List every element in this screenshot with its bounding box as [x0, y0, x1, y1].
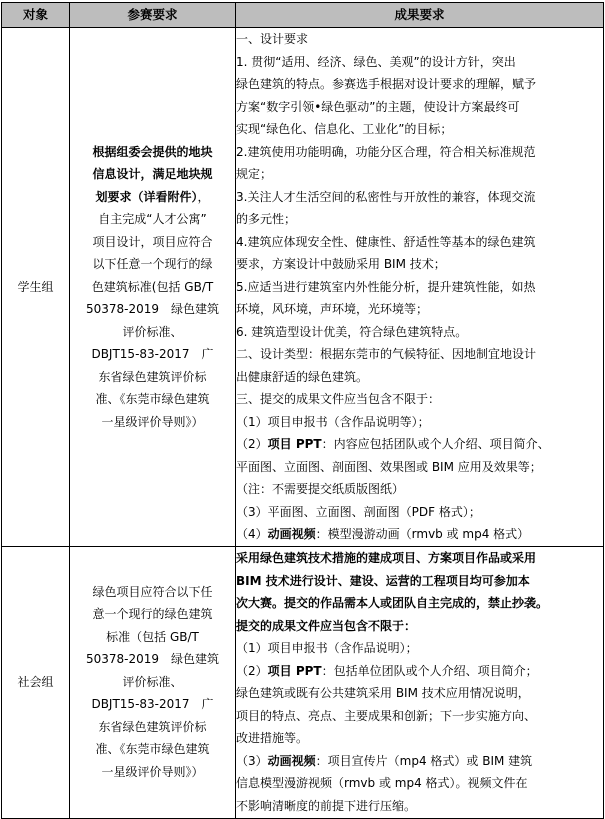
- society-req-line: 准、《东莞市绿色建筑: [95, 742, 210, 757]
- student-req-line: 东省绿色建筑评价标: [98, 369, 207, 384]
- result-line: 1. 贯彻“适用、经济、绿色、美观”的设计方针，突出: [236, 54, 516, 69]
- header-object: 对象: [2, 3, 70, 28]
- student-req-line: 50378-2019 绿色建筑: [85, 302, 220, 316]
- student-req-line: 项目设计，项目应符合: [92, 234, 213, 249]
- society-req-line: 一星级评价导则》）: [101, 764, 204, 779]
- result-line: 三、提交的成果文件应当包含不限于：: [236, 392, 441, 406]
- result-line: 要求，方案设计中鼓励采用 BIM 技术；: [236, 257, 446, 271]
- result-line: 3.关注人才生活空间的私密性与开放性的兼容，体现交流: [236, 189, 536, 204]
- result-line: BIM 技术进行设计、建设、运营的工程项目均可参加本: [236, 573, 530, 588]
- society-row: [2, 546, 604, 818]
- result-line: 项目的特点、亮点、主要成果和创新；下一步实施方向、: [236, 708, 537, 723]
- result-line: 信息模型漫游视频（rmvb 或 mp4 格式）。视频文件在: [236, 776, 528, 790]
- result-line: （3）平面图、立面图、剖面图（PDF 格式）；: [236, 504, 481, 519]
- result-line: 二、设计类型：根据东莞市的气候特征、因地制宜地设计: [236, 347, 537, 361]
- result-line: 提交的成果文件应当包含不限于：: [236, 618, 417, 633]
- student-row: [2, 28, 604, 547]
- student-req-line: 自主完成“人才公寓”: [98, 212, 207, 226]
- result-line: 一、设计要求: [236, 32, 309, 46]
- student-req-comma: ，: [197, 189, 210, 204]
- result-line: 绿色建筑或既有公共建筑采用 BIM 技术应用情况说明，: [236, 686, 530, 700]
- result-line: 2.建筑使用功能明确，功能分区合理，符合相关标准规范: [236, 144, 536, 159]
- result-line: 改进措施等。: [236, 731, 309, 745]
- result-line: 采用绿色建筑技术措施的建成项目、方案项目作品或采用: [236, 551, 537, 565]
- society-req-line: 东省绿色建筑评价标: [98, 719, 207, 734]
- student-req-line: 一星级评价导则》）: [101, 414, 204, 429]
- header-entry-requirements: 参赛要求: [70, 3, 236, 28]
- result-line: 出健康舒适的绿色建筑。: [236, 369, 369, 384]
- header-row: [2, 3, 604, 28]
- result-line: 绿色建筑的特点。参赛选手根据对设计要求的理解，赋予: [236, 77, 537, 91]
- student-req-line: 准、《东莞市绿色建筑: [95, 392, 210, 406]
- result-line: 不影响清晰度的前提下进行压缩。: [236, 798, 417, 813]
- video-label: 动画视频: [267, 753, 316, 768]
- result-line: （1）项目申报书（含作品说明等）；: [236, 414, 430, 429]
- result-line-prefix: （4）: [236, 527, 268, 541]
- result-line: 的多元性；: [236, 212, 297, 226]
- student-req-line: 以下任意一个现行的绿: [92, 257, 213, 271]
- requirements-table: [1, 2, 604, 819]
- result-line: 4.建筑应体现安全性、健康性、舒适性等基本的绿色建筑: [236, 234, 536, 249]
- society-req-line: 意一个现行的绿色建筑: [92, 607, 213, 622]
- result-line-rest: ：模型漫游动画（rmvb 或 mp4 格式）: [315, 527, 530, 541]
- student-requirements-cell: [70, 28, 236, 547]
- result-line: 平面图、立面图、剖面图、效果图或 BIM 应用及效果等；: [236, 459, 542, 474]
- result-line: 规定；: [236, 167, 273, 181]
- student-req-line: 评价标准、: [122, 324, 183, 339]
- society-requirements-cell: [70, 546, 236, 818]
- video-label: 动画视频: [267, 527, 316, 541]
- header-deliverable-requirements: 成果要求: [236, 3, 604, 28]
- society-group-cell: 社会组: [2, 546, 70, 818]
- student-req-line: DBJT15-83-2017 广: [91, 347, 214, 361]
- result-line: （1）项目申报书（含作品说明）；: [236, 641, 418, 655]
- society-req-line: DBJT15-83-2017 广: [91, 697, 214, 712]
- result-line-rest: ：内容应包括团队或个人介绍、项目简介、: [321, 437, 550, 451]
- result-line: 实现“绿色化、信息化、工业化”的目标；: [236, 122, 453, 136]
- result-line: 6. 建筑造型设计优美，符合绿色建筑特点。: [236, 324, 468, 339]
- student-req-line: 划要求（详看附件）: [95, 189, 198, 204]
- result-line-prefix: （3）: [236, 753, 268, 768]
- result-line-prefix: （2）: [236, 663, 268, 678]
- society-req-line: 标准（包括 GB/T: [106, 629, 199, 644]
- result-line-prefix: （2）: [236, 437, 268, 451]
- student-req-line: 根据组委会提供的地块: [92, 144, 213, 159]
- result-line: 5.应适当进行建筑室内外性能分析，提升建筑性能，如热: [236, 279, 536, 294]
- student-group-cell: 学生组: [2, 28, 70, 547]
- society-deliverables-cell: [236, 546, 604, 818]
- ppt-label: 项目 PPT: [267, 663, 322, 678]
- society-req-line: 绿色项目应符合以下任: [92, 584, 213, 599]
- result-line: 次大赛。提交的作品需本人或团队自主完成的，禁止抄袭。: [236, 596, 549, 610]
- ppt-label: 项目 PPT: [267, 437, 322, 451]
- result-line: 环境，风环境，声环境，光环境等；: [236, 302, 429, 316]
- student-deliverables-cell: [236, 28, 604, 547]
- student-req-line: 色建筑标准(包括 GB/T: [91, 279, 214, 294]
- society-req-line: 50378-2019 绿色建筑: [85, 652, 220, 667]
- result-line-rest: ：项目宣传片（mp4 格式）或 BIM 建筑: [315, 753, 533, 768]
- result-line: （注：不需要提交纸质版图纸）: [236, 482, 405, 496]
- society-req-line: 评价标准、: [122, 674, 183, 689]
- student-req-line: 信息设计，满足地块规: [92, 167, 213, 181]
- result-line-rest: ：包括单位团队或个人介绍、项目简介；: [321, 663, 538, 678]
- result-line: 方案“数字引领•绿色驱动”的主题，使设计方案最终可: [236, 99, 520, 114]
